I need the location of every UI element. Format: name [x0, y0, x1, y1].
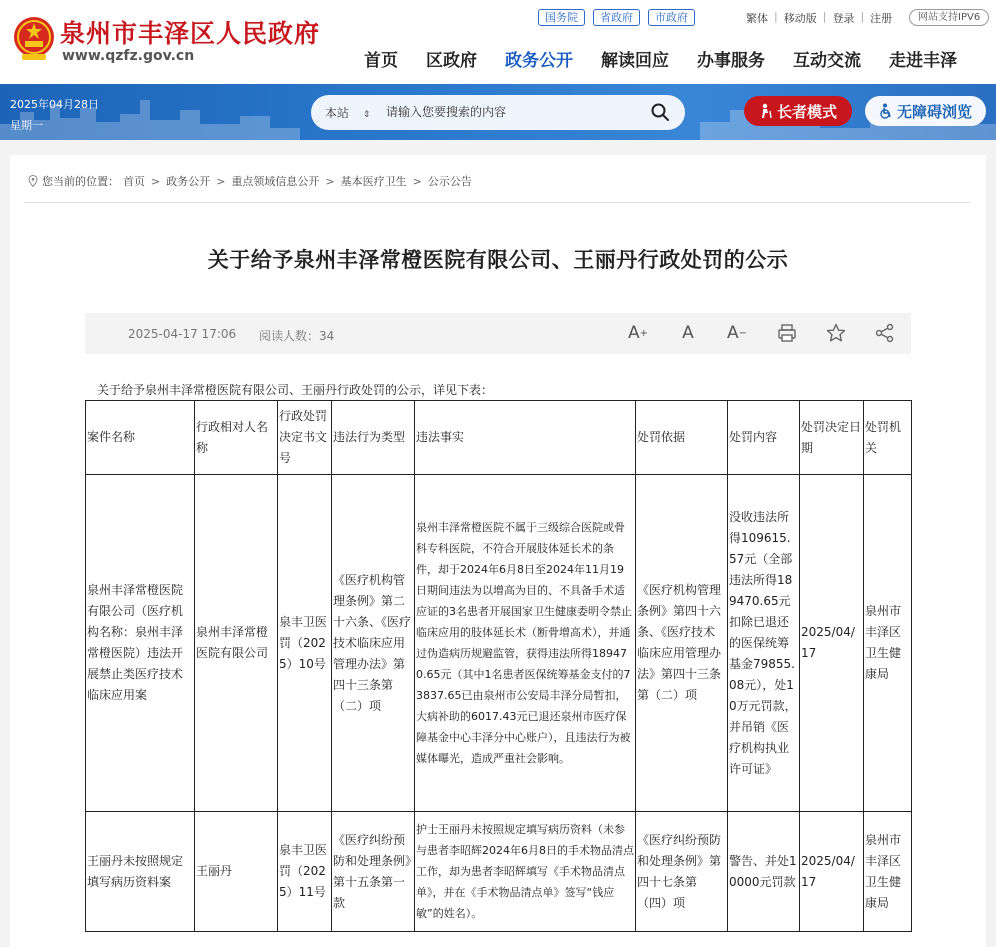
mobile-version-link[interactable]: 移动版: [783, 12, 817, 25]
sort-arrows-icon: ⇕: [362, 110, 371, 120]
traditional-chinese-link[interactable]: 繁体: [746, 12, 768, 25]
wheelchair-icon: [879, 103, 893, 119]
elder-mode-label: 长者模式: [776, 102, 837, 121]
table-cell: 警告、并处10000元罚款: [728, 812, 800, 932]
font-decrease-icon[interactable]: A −: [726, 323, 748, 343]
nav-about-fengze[interactable]: 走进丰泽: [889, 51, 957, 71]
print-icon[interactable]: [776, 322, 798, 344]
nav-interpretation[interactable]: 解读回应: [601, 51, 669, 71]
table-cell: 泉丰卫医罚（2025）10号: [278, 475, 332, 812]
table-row: [86, 812, 912, 932]
table-header-cell: 行政相对人名称: [195, 401, 278, 475]
search-scope-label: 本站: [325, 106, 350, 120]
divider: [24, 202, 970, 203]
table-header-cell: 行政处罚决定书文号: [278, 401, 332, 475]
table-header-cell: 处罚决定日期: [800, 401, 864, 475]
table-cell: 《医疗纠纷预防和处理条例》第四十七条第（四）项: [636, 812, 728, 932]
breadcrumb-separator: >: [412, 174, 422, 188]
breadcrumb-item-healthcare[interactable]: 基本医疗卫生: [340, 175, 407, 188]
breadcrumb-separator: >: [325, 174, 335, 188]
table-cell: 泉丰卫医罚（2025）11号: [278, 812, 332, 932]
table-cell: 泉州丰泽常橙医院有限公司: [195, 475, 278, 812]
table-cell: 2025/04/17: [800, 812, 864, 932]
table-header-cell: 处罚机关: [864, 401, 912, 475]
font-normal-icon[interactable]: A: [682, 323, 694, 343]
article-intro: 关于给予泉州丰泽常橙医院有限公司、王丽丹行政处罚的公示，详见下表：: [97, 383, 494, 397]
table-cell: 《医疗纠纷预防和处理条例》第十五条第一款: [332, 812, 415, 932]
font-increase-icon[interactable]: A +: [627, 323, 649, 343]
table-cell: 泉州市丰泽区卫生健康局: [864, 812, 912, 932]
favorite-icon[interactable]: [825, 322, 847, 344]
breadcrumb-item-announcements[interactable]: 公示公告: [427, 175, 472, 188]
table-cell: 泉州丰泽常橙医院不属于三级综合医院或骨科专科医院，不符合开展肢体延长术的条件，却于2024年6月8日至2024年11月19日期间违法为以增高为目的、不具备手术适应证的3名患者开展国家卫生健康委明令禁止临床应用的肢体延长术（断骨增高术），并通过伪造病历规避监管，获得违法所得189470.65元（其中1名患者医保统筹基金支付的73837.65已由泉州市公安局丰泽分局暂扣，大病补助的6017.43元已退还泉州市医疗保障基金中心丰泽分中心账户），且违法行为被媒体曝光，造成严重社会影响。: [415, 475, 636, 812]
location-pin-icon: [28, 175, 38, 187]
breadcrumb-separator: >: [151, 174, 161, 188]
table-cell: 护士王丽丹未按照规定填写病历资料（未参与患者李昭辉2024年6月8日的手术物品清点工作，却为患者李昭辉填写《手术物品清点单》，并在《手术物品清点单》签写“钱应敏”的姓名）。: [415, 812, 636, 932]
current-date: 2025年04月28日: [10, 98, 99, 111]
breadcrumb-item-gov-affairs[interactable]: 政务公开: [166, 175, 211, 188]
table-header-cell: 处罚内容: [728, 401, 800, 475]
register-link[interactable]: 注册: [870, 12, 893, 25]
link-city-gov[interactable]: 市政府: [648, 9, 695, 26]
elder-icon: [759, 103, 773, 119]
divider: |: [774, 10, 778, 23]
table-cell: 没收违法所得109615.57元（全部违法所得189470.65元扣除已退还的医保统筹基金79855.08元），处10万元罚款，并吊销《医疗机构执业许可证》: [728, 475, 800, 812]
divider: |: [860, 10, 865, 23]
search-scope-select[interactable]: [325, 104, 370, 121]
table-header-cell: 违法行为类型: [332, 401, 415, 475]
nav-district-gov[interactable]: 区政府: [426, 51, 477, 71]
table-row: [86, 475, 912, 812]
site-title[interactable]: 泉州市丰泽区人民政府: [60, 19, 321, 48]
site-header: [0, 0, 996, 84]
publish-time: 2025-04-17 17:06: [128, 327, 237, 341]
main-nav: [350, 46, 971, 71]
table-cell: 泉州市丰泽区卫生健康局: [864, 475, 912, 812]
breadcrumb-item-key-areas[interactable]: 重点领域信息公开: [231, 175, 320, 188]
national-emblem-icon: [12, 14, 56, 64]
search-icon[interactable]: [650, 102, 670, 122]
current-weekday: 星期一: [10, 119, 43, 132]
site-url: www.qzfz.gov.cn: [62, 48, 195, 64]
nav-home[interactable]: 首页: [364, 51, 398, 71]
search-input[interactable]: [386, 102, 636, 122]
divider: |: [822, 10, 827, 23]
breadcrumb-prefix: 您当前的位置：: [42, 175, 119, 188]
table-cell: 2025/04/17: [800, 475, 864, 812]
table-header-row: [86, 401, 912, 475]
accessible-browse-label: 无障碍浏览: [896, 102, 972, 121]
read-count: 阅读人数：34: [259, 329, 335, 343]
share-icon[interactable]: [874, 322, 896, 344]
login-link[interactable]: 登录: [832, 12, 855, 25]
table-cell: 泉州丰泽常橙医院有限公司（医疗机构名称：泉州丰泽常橙医院）违法开展禁止类医疗技术临床应用案: [86, 475, 195, 812]
breadcrumb-separator: >: [216, 174, 226, 188]
nav-services[interactable]: 办事服务: [697, 51, 765, 71]
table-header-cell: 违法事实: [415, 401, 636, 475]
article-title: 关于给予泉州丰泽常橙医院有限公司、王丽丹行政处罚的公示: [207, 248, 789, 272]
utility-links: [740, 10, 898, 26]
gov-links: [538, 9, 695, 26]
table-cell: 《医疗机构管理条例》第四十六条、《医疗技术临床应用管理办法》第四十三条第（二）项: [636, 475, 728, 812]
ipv6-badge: 网站支持IPV6: [909, 9, 989, 26]
accessible-browse-button[interactable]: [865, 96, 986, 126]
breadcrumb: [28, 173, 472, 189]
nav-interaction[interactable]: 互动交流: [793, 51, 861, 71]
penalty-table: [85, 400, 912, 932]
link-province-gov[interactable]: 省政府: [593, 9, 640, 26]
table-cell: 《医疗机构管理条例》第二十六条、《医疗技术临床应用管理办法》第四十三条第（二）项: [332, 475, 415, 812]
nav-gov-affairs[interactable]: 政务公开: [505, 51, 573, 71]
table-header-cell: 案件名称: [86, 401, 195, 475]
elder-mode-button[interactable]: [744, 96, 852, 126]
table-cell: 王丽丹未按照规定填写病历资料案: [86, 812, 195, 932]
breadcrumb-item-home[interactable]: 首页: [123, 175, 145, 188]
table-header-cell: 处罚依据: [636, 401, 728, 475]
link-state-council[interactable]: 国务院: [538, 9, 585, 26]
table-cell: 王丽丹: [195, 812, 278, 932]
